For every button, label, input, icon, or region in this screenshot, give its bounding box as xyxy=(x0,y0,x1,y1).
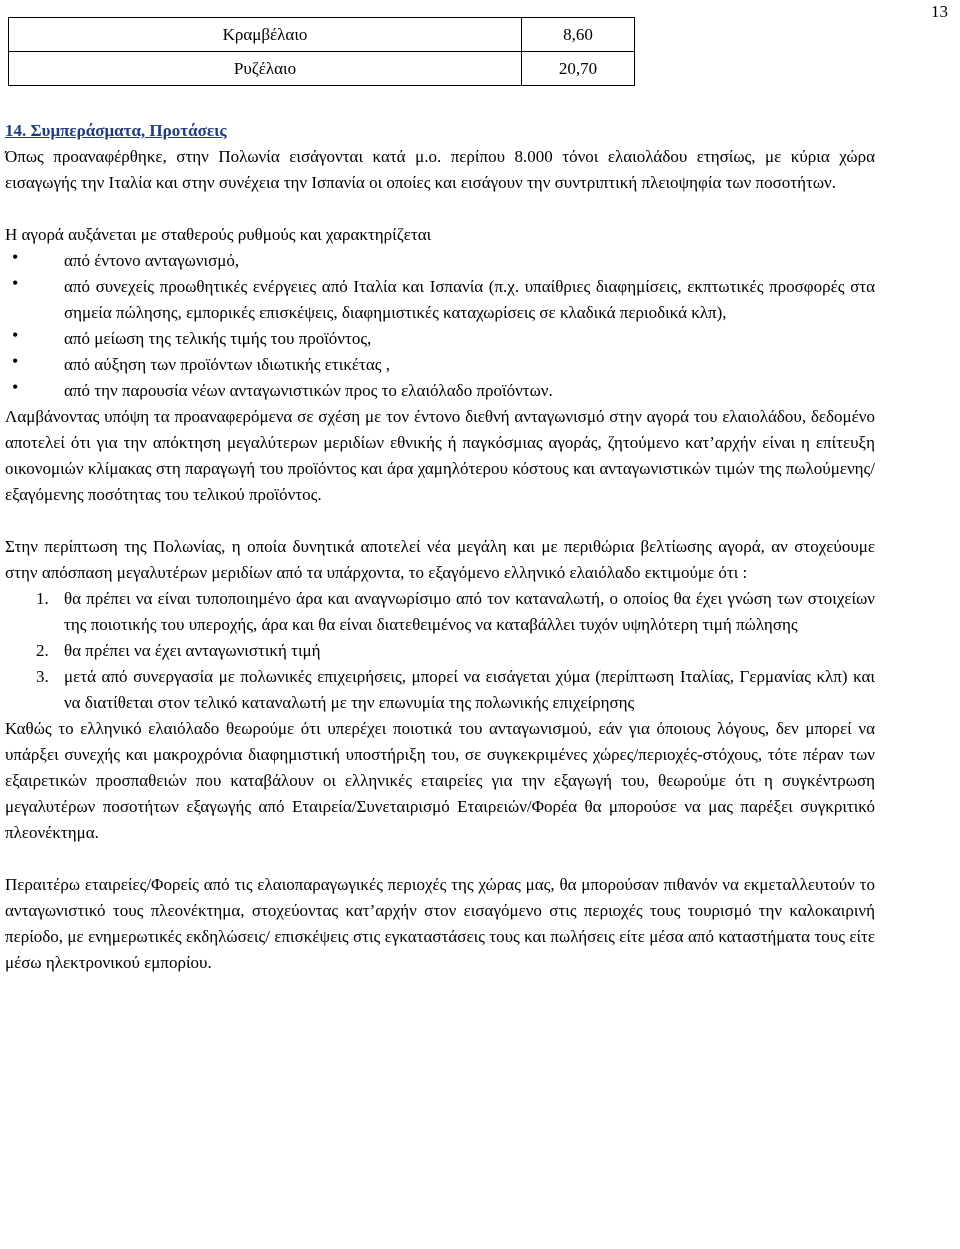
intro-paragraph: Όπως προαναφέρθηκε, στην Πολωνία εισάγονται κατά μ.ο. περίπου 8.000 τόνοι ελαιολάδου ετησίως, με κύρια χώρα εισαγωγής την Ιταλία και στην συνέχεια την Ισπανία οι οποίες και εισάγουν την συντριπτική πλειοψηφία των ποσοτήτων. xyxy=(5,147,875,192)
table-cell-value: 8,60 xyxy=(522,18,635,52)
table-row xyxy=(9,18,635,52)
bullet-icon: • xyxy=(12,377,19,397)
paragraph-regions: Περαιτέρω εταιρείες/Φορείς από τις ελαιοπαραγωγικές περιοχές της χώρας μας, θα μπορούσαν πιθανόν να εκμεταλλευτούν το ανταγωνιστικό τους πλεονέκτημα, στοχεύοντας κατ’αρχήν στον εισαγόμενο στις περιοχές τους τουρισμό την καλοκαιρινή περίοδο, με ενημερωτικές εκδηλώσεις/ επισκέψεις στις εγκαταστάσεις τους και πωλήσεις είτε μέσα από καταστήματα τους είτε μέσω ηλεκτρονικού εμπορίου. xyxy=(5,875,875,972)
table-cell-value: 20,70 xyxy=(522,52,635,86)
section-heading: 14. Συμπεράσματα, Προτάσεις xyxy=(5,121,227,140)
page-number: 13 xyxy=(931,2,948,21)
paragraph-competition: Λαμβάνοντας υπόψη τα προαναφερόμενα σε σχέση με τον έντονο διεθνή ανταγωνισμό στην αγορά του ελαιολάδου, δεδομένο αποτελεί ότι για την απόκτηση μεγαλύτερων μεριδίων εθνικής ή παγκόσμιας αγοράς, ζητούμενο κατ’αρχήν είναι η επίτευξη οικονομιών κλίμακας στη παραγωγή του προϊόντος και άρα χαμηλότερου κόστους και ανταγωνιστικών τιμών της πωλούμενης/εξαγόμενης ποσότητας του τελικού προϊόντος. xyxy=(5,407,875,504)
table-row xyxy=(9,52,635,86)
bullet-icon: • xyxy=(12,325,19,345)
list-item: • από συνεχείς προωθητικές ενέργειες από Ιταλία και Ισπανία (π.χ. υπαίθριες διαφημίσεις, εκπτωτικές προσφορές στα σημεία πώλησης, εμπορικές επισκέψεις, διαφημιστικές καταχωρίσεις σε κλαδικά περιοδικά κλπ), xyxy=(5,274,875,326)
document-body xyxy=(5,118,875,976)
list-item: 1. θα πρέπει να είναι τυποποιημένο άρα και αναγνωρίσιμο από τον καταναλωτή, ο οποίος θα έχει γνώση των στοιχείων της ποιοτικής του υπεροχής, άρα και θα είναι διατεθειμένος να καταβάλλει τυχόν υψηλότερη τιμή πώλησης xyxy=(36,589,875,634)
list-item: • από την παρουσία νέων ανταγωνιστικών προς το ελαιόλαδο προϊόντων. xyxy=(5,378,875,404)
list-item: • από έντονο ανταγωνισμό, xyxy=(5,248,875,274)
numbered-list xyxy=(5,586,875,716)
bullet-icon: • xyxy=(12,247,19,267)
market-bullet-list xyxy=(5,248,875,404)
list-item: 3. μετά από συνεργασία με πολωνικές επιχειρήσεις, μπορεί να εισάγεται χύμα (περίπτωση Ιταλίας, Γερμανίας κλπ) και να διατίθεται στον τελικό καταναλωτή με την επωνυμία της πολωνικής επιχείρησης xyxy=(36,667,875,712)
price-table xyxy=(8,17,635,86)
list-item: • από αύξηση των προϊόντων ιδιωτικής ετικέτας , xyxy=(5,352,875,378)
paragraph-greek-oil: Καθώς το ελληνικό ελαιόλαδο θεωρούμε ότι υπερέχει ποιοτικά του ανταγωνισμού, εάν για όποιους λόγους, δεν μπορεί να υπάρξει συνεχής και μακροχρόνια διαφημιστική υποστήριξη του, σε συγκεκριμένες χώρες/περιοχές-στόχους, τότε πέραν των εξαιρετικών προσπαθειών που καταβάλουν οι ελληνικές εταιρείες για την εξαγωγή του, θεωρούμε ότι η συγκέντρωση μεγαλυτέρων ποσοτήτων εξαγωγής από Εταιρεία/Συνεταιρισμό Εταιρειών/Φορέα θα μπορούσε να μας παρέξει συγκριτικό πλεονέκτημα. xyxy=(5,719,875,842)
bullet-icon: • xyxy=(12,351,19,371)
list-item: • από μείωση της τελικής τιμής του προϊόντος, xyxy=(5,326,875,352)
market-lead-text: Η αγορά αυξάνεται με σταθερούς ρυθμούς και χαρακτηρίζεται xyxy=(5,225,432,244)
paragraph-poland: Στην περίπτωση της Πολωνίας, η οποία δυνητικά αποτελεί νέα μεγάλη και με περιθώρια βελτίωσης αγορά, αν στοχεύουμε στην απόσπαση μεγαλυτέρων μεριδίων από τα υπάρχοντα, το εξαγόμενο ελληνικό ελαιόλαδο εκτιμούμε ότι : xyxy=(5,537,875,582)
bullet-icon: • xyxy=(12,273,19,293)
list-item: 2. θα πρέπει να έχει ανταγωνιστική τιμή xyxy=(36,641,321,660)
table-cell-name: Ρυζέλαιο xyxy=(9,52,522,86)
table-cell-name: Κραμβέλαιο xyxy=(9,18,522,52)
